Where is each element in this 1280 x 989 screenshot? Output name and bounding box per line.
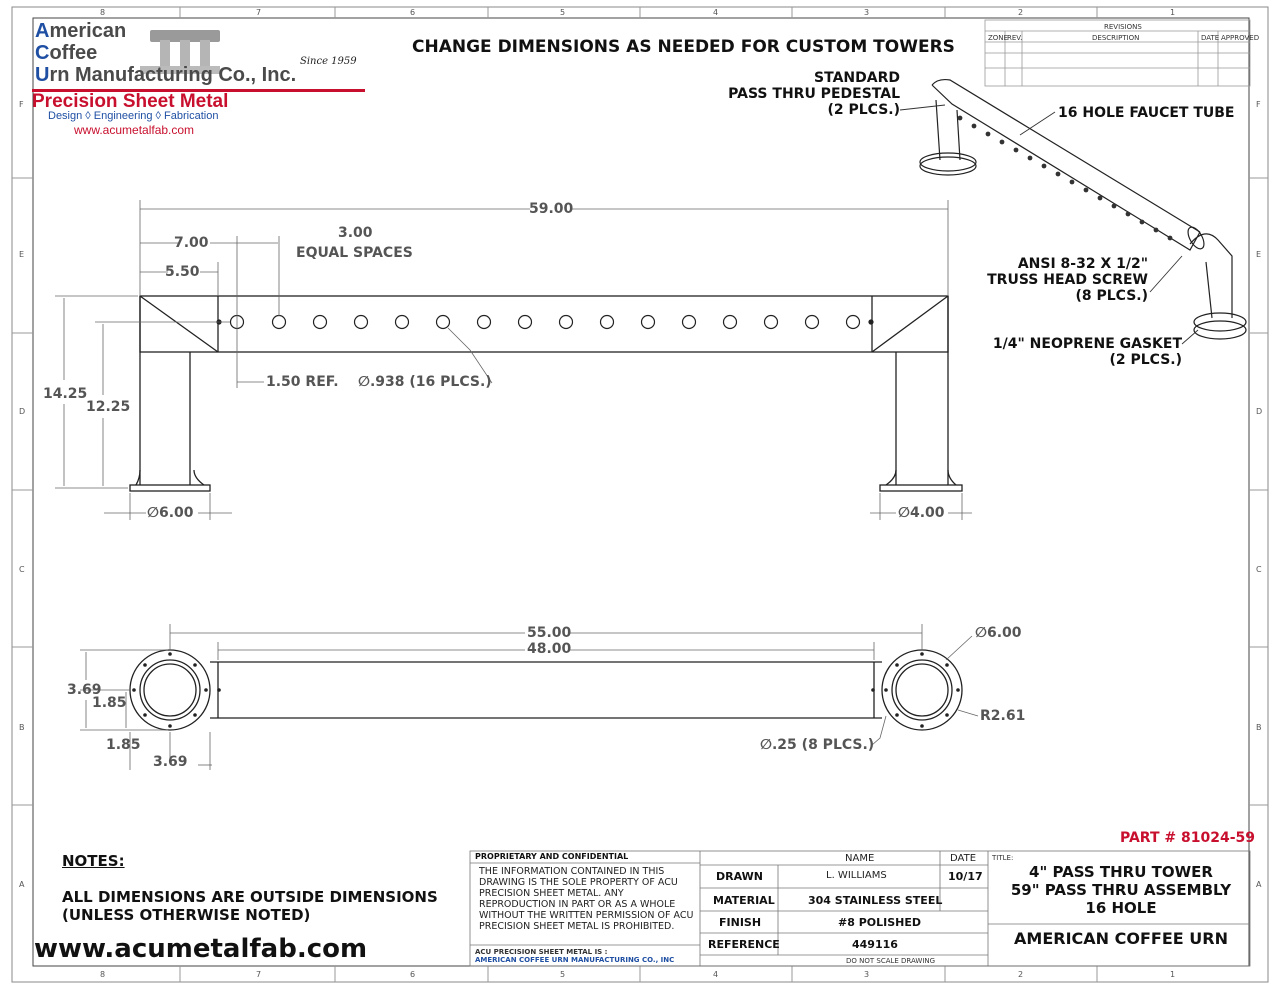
zone-col-bottom-8: 8 (100, 970, 106, 979)
website-url[interactable]: www.acumetalfab.com (34, 934, 368, 964)
proprietary-text: THE INFORMATION CONTAINED IN THIS DRAWING IS THE SOLE PROPERTY OF ACU PRECISION SHEET METAL. ANY REPRODUCTION IN PART OR AS A WHOLE WITHOUT THE WRITTEN PERMISSION OF ACU PRECISION SHEET METAL IS PROHIBITED. (479, 866, 694, 932)
zone-col-top-4: 4 (713, 8, 719, 17)
notes-line-1: ALL DIMENSIONS ARE OUTSIDE DIMENSIONS (62, 888, 438, 906)
isometric-faucet-holes (958, 116, 1173, 241)
front-view-tower (130, 296, 962, 491)
zone-row-right-f: F (1256, 100, 1261, 109)
drawn-name: L. WILLIAMS (826, 870, 887, 881)
revisions-approved: APPROVED (1221, 34, 1260, 42)
zone-col-top-3: 3 (864, 8, 870, 17)
drawn-label: DRAWN (716, 870, 763, 883)
revisions-rev: REV. (1007, 34, 1023, 42)
dim-height-center: 12.25 (86, 399, 131, 415)
zone-col-bottom-4: 4 (713, 970, 719, 979)
zone-col-bottom-7: 7 (256, 970, 262, 979)
zone-col-bottom-3: 3 (864, 970, 870, 979)
dim-hole-spacing: 3.00 (338, 225, 373, 241)
zone-row-right-e: E (1256, 250, 1262, 259)
drawn-date: 10/17 (948, 870, 983, 883)
zone-row-left-c: C (19, 565, 25, 574)
zone-row-left-e: E (19, 250, 25, 259)
dim-top-flange: ∅6.00 (975, 625, 1022, 641)
zone-col-bottom-5: 5 (560, 970, 566, 979)
acu-company: AMERICAN COFFEE URN MANUFACTURING CO., INC (475, 956, 675, 964)
dim-top-screw-holes: ∅.25 (8 PLCS.) (760, 737, 875, 753)
gasket-callout: 1/4" NEOPRENE GASKET (2 PLCS.) (992, 336, 1182, 368)
pedestal-callout: STANDARD PASS THRU PEDESTAL (2 PLCS.) (728, 70, 900, 118)
revisions-zone: ZONE (988, 34, 1008, 42)
zone-col-top-7: 7 (256, 8, 262, 17)
dim-ref: 1.50 REF. (266, 374, 339, 390)
dim-base-right: ∅4.00 (898, 505, 945, 521)
revisions-title: REVISIONS (1104, 23, 1142, 31)
proprietary-title: PROPRIETARY AND CONFIDENTIAL (475, 852, 629, 861)
zone-col-top-1: 1 (1170, 8, 1176, 17)
zone-col-bottom-6: 6 (410, 970, 416, 979)
faucet-tube-callout: 16 HOLE FAUCET TUBE (1058, 105, 1235, 121)
date-header: DATE (950, 853, 977, 864)
title-label: TITLE: (992, 854, 1014, 862)
top-view-tower (130, 650, 962, 730)
notes-line-2: (UNLESS OTHERWISE NOTED) (62, 906, 311, 924)
dim-top-tube: 48.00 (527, 641, 572, 657)
company-name: AMERICAN COFFEE URN (1014, 929, 1228, 948)
logo-division: Precision Sheet Metal (32, 91, 229, 112)
faucet-holes (217, 316, 873, 329)
revisions-date: DATE (1201, 34, 1220, 42)
zone-row-left-a: A (19, 880, 25, 889)
name-header: NAME (845, 853, 875, 864)
zone-col-top-2: 2 (1018, 8, 1024, 17)
dim-spacing-note: EQUAL SPACES (296, 245, 413, 261)
zone-row-left-d: D (19, 407, 26, 416)
zone-row-right-d: D (1256, 407, 1263, 416)
sheet-border (12, 7, 1268, 982)
reference-label: REFERENCE (708, 938, 780, 951)
dim-top-overall: 55.00 (527, 625, 572, 641)
drawing-title: 4" PASS THRU TOWER 59" PASS THRU ASSEMBLY 16 HOLE (1010, 863, 1232, 917)
zone-col-top-5: 5 (560, 8, 566, 17)
acu-statement: ACU PRECISION SHEET METAL IS : (475, 948, 608, 956)
reference-value: 449116 (852, 938, 898, 951)
dim-first-hole: 7.00 (174, 235, 209, 251)
logo-tagline: Design ◊ Engineering ◊ Fabrication (48, 110, 219, 122)
zone-row-right-b: B (1256, 723, 1262, 732)
logo-text-company: Urn Manufacturing Co., Inc. (35, 64, 297, 86)
dim-top-d3: 1.85 (106, 737, 141, 753)
finish-value: #8 POLISHED (838, 916, 921, 929)
dim-hole-diameter: ∅.938 (16 PLCS.) (358, 374, 492, 390)
logo-text-american: American (35, 20, 127, 42)
dim-base-left: ∅6.00 (147, 505, 194, 521)
finish-label: FINISH (719, 916, 762, 929)
dim-top-d2: 1.85 (92, 695, 127, 711)
material-label: MATERIAL (713, 894, 775, 907)
logo-since: Since 1959 (300, 56, 357, 67)
dim-top-d1: 3.69 (67, 682, 102, 698)
dim-top-d4: 3.69 (153, 754, 188, 770)
zone-ticks (12, 7, 1268, 982)
scale-note: DO NOT SCALE DRAWING (846, 957, 936, 965)
material-value: 304 STAINLESS STEEL (808, 894, 943, 907)
part-number: PART # 81024-59 (1120, 830, 1255, 846)
zone-col-bottom-1: 1 (1170, 970, 1176, 979)
custom-towers-instruction: CHANGE DIMENSIONS AS NEEDED FOR CUSTOM TOWERS (412, 37, 955, 57)
zone-col-top-8: 8 (100, 8, 106, 17)
zone-row-right-a: A (1256, 880, 1262, 889)
zone-row-left-b: B (19, 723, 25, 732)
logo-url[interactable]: www.acumetalfab.com (74, 123, 195, 137)
dim-height-total: 14.25 (43, 386, 88, 402)
top-view-screw-holes (132, 652, 960, 728)
revisions-description: DESCRIPTION (1092, 34, 1140, 42)
dim-top-radius: R2.61 (980, 708, 1026, 724)
zone-col-top-6: 6 (410, 8, 416, 17)
zone-row-right-c: C (1256, 565, 1262, 574)
notes-title: NOTES: (62, 852, 125, 870)
zone-col-bottom-2: 2 (1018, 970, 1024, 979)
dim-overall-length: 59.00 (529, 201, 574, 217)
screw-callout: ANSI 8-32 X 1/2" TRUSS HEAD SCREW (8 PLCS.) (987, 256, 1148, 304)
logo-text-coffee: Coffee (35, 42, 98, 64)
dim-offset: 5.50 (165, 264, 200, 280)
zone-row-left-f: F (19, 100, 24, 109)
